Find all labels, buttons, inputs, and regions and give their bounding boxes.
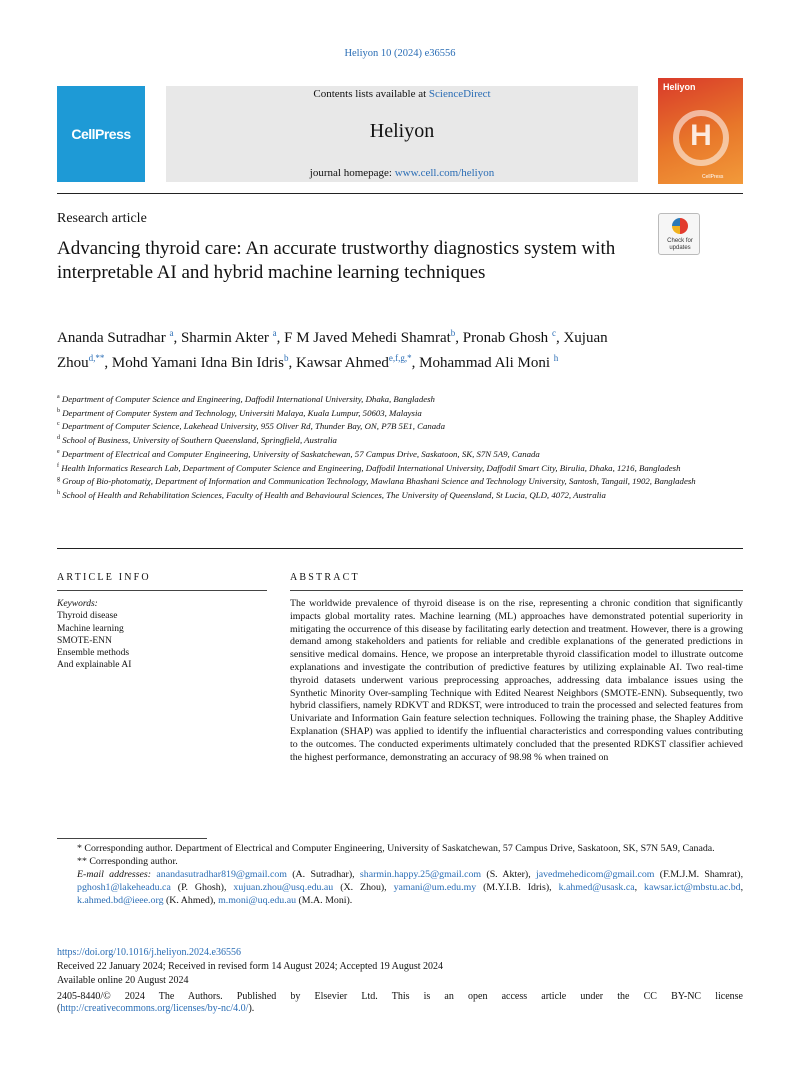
crossmark-icon	[672, 218, 688, 234]
email-link[interactable]: pghosh1@lakeheadu.ca	[77, 882, 171, 893]
cellpress-logo-text: CellPress	[71, 126, 131, 142]
author-name: Ananda Sutradhar	[57, 330, 166, 346]
author-affiliation-mark[interactable]: e,f,g,*	[388, 353, 412, 363]
author-name: Mohammad Ali Moni	[419, 355, 551, 371]
author-affiliation-mark[interactable]: b	[450, 328, 456, 338]
email-link[interactable]: m.moni@uq.edu.au	[218, 895, 297, 906]
affiliation-label: h	[57, 490, 60, 497]
author-affiliation-mark[interactable]: h	[553, 353, 559, 363]
crossmark-label	[659, 238, 701, 252]
email-owner: (S. Akter)	[486, 869, 529, 880]
footnote-rule	[57, 838, 207, 839]
email-owner: (X. Zhou)	[340, 882, 385, 893]
email-owner: (A. Sutradhar)	[292, 869, 353, 880]
doi-link[interactable]: https://doi.org/10.1016/j.heliyon.2024.e36556	[57, 947, 241, 958]
journal-citation[interactable]: Heliyon 10 (2024) e36556	[344, 48, 456, 59]
contents-prefix: Contents lists available at	[313, 88, 429, 100]
sciencedirect-link[interactable]: ScienceDirect	[428, 88, 491, 100]
article-type: Research article	[57, 211, 147, 226]
abstract-rule	[290, 590, 743, 591]
author-name: Sharmin Akter	[180, 330, 269, 346]
homepage-link[interactable]: www.cell.com/heliyon	[394, 167, 495, 179]
affiliation-text: Health Informatics Research Lab, Department of Computer Science and Engineering, Daffodil International University, Daffodil Smart City, Birulia, Dhaka, 1216, Bangladesh	[61, 462, 681, 473]
email-link[interactable]: k.ahmed.bd@ieee.org	[77, 895, 164, 906]
header-divider	[57, 193, 743, 194]
cover-letter: H	[690, 119, 712, 152]
author-name: Kawsar Ahmed	[296, 355, 389, 371]
affiliation-text: School of Health and Rehabilitation Sciences, Faculty of Health and Behavioural Sciences, The University of Queensland, St Lucia, QLD, 4072, Australia	[62, 489, 606, 500]
affiliation-label: d	[57, 435, 60, 442]
affiliation-item	[57, 447, 747, 461]
author-affiliation-mark[interactable]: d,**	[88, 353, 105, 363]
email-link[interactable]: sharmin.happy.25@gmail.com	[359, 869, 482, 880]
affiliation-label: e	[57, 448, 60, 455]
keyword-item: Machine learning	[57, 623, 124, 634]
homepage-line	[166, 167, 638, 179]
affiliation-item	[57, 488, 747, 502]
affiliation-list	[57, 392, 747, 502]
affiliation-label: c	[57, 421, 60, 428]
author-name: F M Javed Mehedi Shamrat	[284, 330, 451, 346]
journal-cover-image[interactable]	[658, 78, 743, 184]
keyword-item: And explainable AI	[57, 660, 132, 671]
keywords-block	[57, 598, 267, 672]
email-addresses: E-mail addresses: anandasutradhar819@gmail.com (A. Sutradhar), sharmin.happy.25@gmail.com (S. Akter), javedmehedicom@gmail.com (F.M.J.M. Shamrat), pghosh1@lakeheadu.ca (P. Ghosh), xujuan.zhou@usq.edu.au (X. Zhou), yamani@um.edu.my (M.Y.I.B. Idris), k.ahmed@usask.ca, kawsar.ict@mbstu.ac.bd, k.ahmed.bd@ieee.org (K. Ahmed), m.moni@uq.edu.au (M.A. Moni).	[77, 869, 744, 906]
email-owner: (M.A. Moni)	[298, 895, 350, 906]
affiliation-label: b	[57, 407, 60, 414]
author-affiliation-mark[interactable]: b	[284, 353, 289, 363]
email-owner: (M.Y.I.B. Idris)	[483, 882, 550, 893]
email-owner: (K. Ahmed)	[165, 895, 214, 906]
affiliation-item	[57, 406, 747, 420]
abstract-text: The worldwide prevalence of thyroid disease is on the rise, representing a chronic condition that significantly impacts global mortality rates. Machine learning (ML) approaches have demonstrated potential superiority in mitigating the occurrence of this disease by facilitating early detection and treatment. However, there is a growing demand among stakeholders and patients for reliable and credible explanations of the generated predictions in sensitive medical domains. Hence, we propose an interpretable thyroid classification model to illustrate outcome explanations and investigate the contribution of predictive features by utilizing explainable AI. Two real-time thyroid datasets underwent various preprocessing approaches, addressing data imbalance issues using the Synthetic Minority Over-sampling Technique with Edited Nearest Neighbors (SMOTE-ENN). Subsequently, two hybrid classifiers, namely RDKVT and RDKST, were introduced to train the processed and selected features from Univariate and Information Gain feature selection techniques. Following the training phase, the Shapley Additive Explanation (SHAP) was applied to identify the influential characteristics and corresponding values contributing to the outcomes. The conducted experiments ultimately concluded that the presented RDKST classifier achieved the highest performance, demonstrating an accuracy of 98.98 % when trained on	[290, 598, 743, 763]
affiliation-text: Department of Electrical and Computer Engineering, University of Saskatchewan, 57 Campus Drive, Saskatoon, SK, S7N 5A9, Canada	[61, 448, 540, 459]
email-label: E-mail addresses:	[77, 869, 152, 880]
keyword-item: SMOTE-ENN	[57, 635, 112, 646]
email-link[interactable]: anandasutradhar819@gmail.com	[156, 869, 287, 880]
corresponding-author-note: * Corresponding author. Department of Electrical and Computer Engineering, University of Saskatchewan, 57 Campus Drive, Saskatoon, SK, S7N 5A9, Canada.	[77, 843, 715, 854]
email-owner: (P. Ghosh)	[177, 882, 224, 893]
affiliation-item	[57, 433, 747, 447]
affiliation-item	[57, 419, 747, 433]
affiliation-text: Department of Computer Science and Engineering, Daffodil International University, Dhaka, Bangladesh	[61, 393, 435, 404]
article-title: Advancing thyroid care: An accurate trustworthy diagnostics system with interpretable AI and hybrid machine learning techniques	[57, 238, 616, 283]
affiliation-label: g	[57, 476, 60, 483]
license-link[interactable]: http://creativecommons.org/licenses/by-nc/4.0/	[60, 1003, 249, 1014]
affiliation-text: Department of Computer System and Technology, Universiti Malaya, Kuala Lumpur, 50603, Malaysia	[62, 407, 422, 418]
cover-title: Heliyon	[663, 82, 696, 92]
affiliation-item	[57, 461, 747, 475]
author-affiliation-mark[interactable]: a	[272, 328, 277, 338]
affiliation-label: f	[57, 462, 59, 469]
abstract-heading: ABSTRACT	[290, 572, 360, 583]
journal-title: Heliyon	[369, 120, 435, 142]
email-link[interactable]: xujuan.zhou@usq.edu.au	[233, 882, 334, 893]
keyword-item: Ensemble methods	[57, 648, 130, 659]
keyword-item: Thyroid disease	[57, 611, 118, 622]
license-statement: 2405-8440/© 2024 The Authors. Published by Elsevier Ltd. This is an open access article under the CC BY-NC license	[57, 991, 743, 1002]
affiliation-text: Department of Computer Science, Lakehead University, 955 Oliver Rd, Thunder Bay, ON, P7B 5E1, Canada	[61, 421, 445, 432]
author-name: Mohd Yamani Idna Bin Idris	[111, 355, 285, 371]
author-name: Xujuan Zhou	[57, 330, 608, 371]
contents-line	[166, 88, 638, 100]
license-url-line: (http://creativecommons.org/licenses/by-nc/4.0/).	[57, 1003, 255, 1014]
keywords-label: Keywords:	[57, 599, 98, 609]
author-affiliation-mark[interactable]: a	[169, 328, 174, 338]
affiliation-item	[57, 474, 747, 488]
available-online-date: Available online 20 August 2024	[57, 975, 189, 986]
check-for-updates-button[interactable]	[658, 213, 700, 255]
article-info-heading: ARTICLE INFO	[57, 572, 151, 583]
article-info-rule	[57, 590, 267, 591]
affiliation-item	[57, 392, 747, 406]
author-name: Pronab Ghosh	[462, 330, 549, 346]
cellpress-logo[interactable]	[57, 86, 145, 182]
affiliation-label: a	[57, 394, 60, 400]
homepage-prefix: journal homepage:	[309, 167, 395, 179]
email-owner: (F.M.J.M. Shamrat)	[659, 869, 741, 880]
author-affiliation-mark[interactable]: c	[551, 328, 556, 338]
author-list: Ananda Sutradhar $^a$, Sharmin Akter $^a$, F M Javed Mehedi Shamrat$^b$, Pronab Ghosh $^c$, Xujuan Zhou$^{d,**}$, Mohd Yamani Idna Bin Idris$^b$, Kawsar Ahmed$^{e,f,g,*}$, Mohammad Ali Moni $^h$	[57, 328, 608, 371]
footnotes	[57, 842, 743, 907]
cover-footer: CellPress	[702, 174, 724, 180]
affiliation-text: Group of Bio-photomatiχ, Department of Information and Communication Technology, Mawlana Bhashani Science and Technology University, Santosh, Tangail, 1902, Bangladesh	[62, 476, 696, 487]
received-dates: Received 22 January 2024; Received in revised form 14 August 2024; Accepted 19 August 2024	[57, 961, 444, 972]
email-link[interactable]: kawsar.ict@mbstu.ac.bd	[644, 882, 741, 893]
crossmark-line1: Check for	[667, 238, 693, 244]
section-divider	[57, 548, 743, 549]
email-link[interactable]: yamani@um.edu.my	[393, 882, 477, 893]
crossmark-line2: updates	[669, 245, 691, 251]
affiliation-text: School of Business, University of Southern Queensland, Springfield, Australia	[62, 435, 337, 446]
email-link[interactable]: javedmehedicom@gmail.com	[535, 869, 655, 880]
email-link[interactable]: k.ahmed@usask.ca	[558, 882, 635, 893]
corresponding-author-note-2: ** Corresponding author.	[77, 856, 178, 867]
